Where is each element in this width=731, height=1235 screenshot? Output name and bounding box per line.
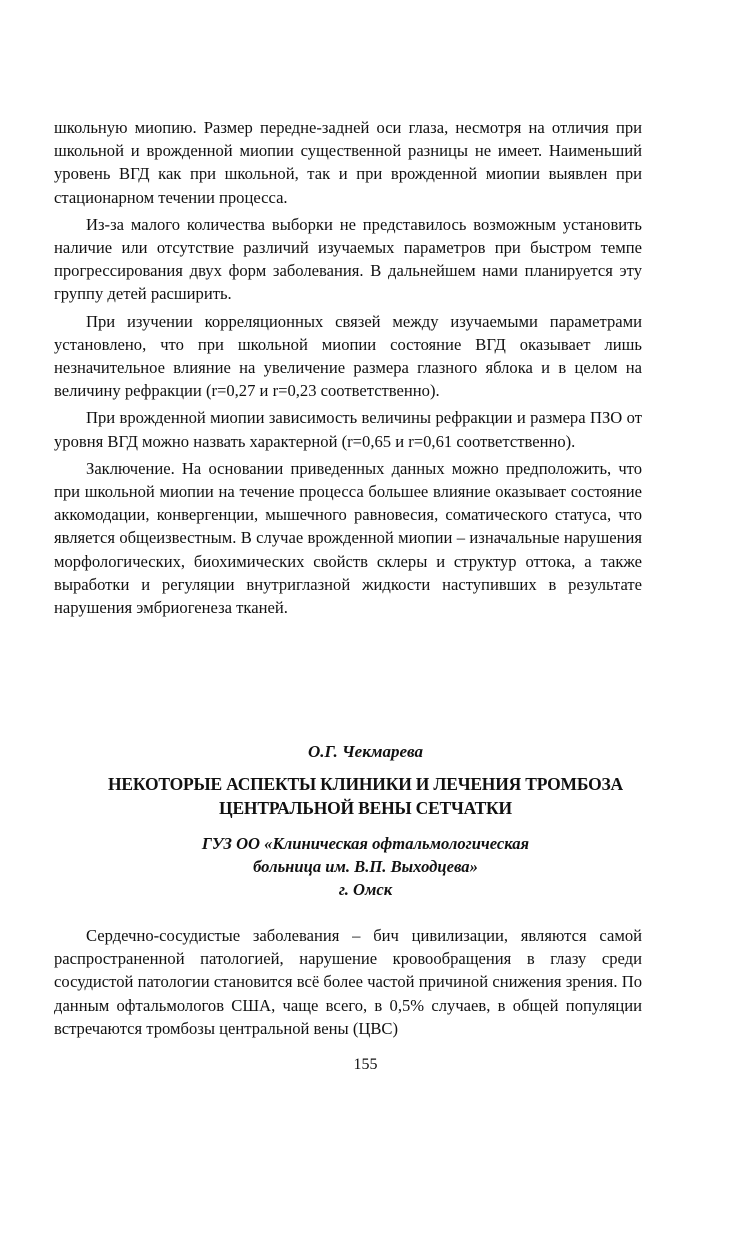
article-title: [40, 772, 691, 820]
article-title-line: НЕКОТОРЫЕ АСПЕКТЫ КЛИНИКИ И ЛЕЧЕНИЯ ТРОМБОЗА: [108, 774, 623, 794]
article-affiliation: [40, 832, 691, 901]
page-number: 155: [353, 1056, 378, 1073]
paragraph: Из-за малого количества выборки не представилось возможным установить наличие или отсутствие различий изучаемых параметров при быстром темпе прогрессирования двух форм заболевания. В дальнейшем нами планируется эту группу детей расширить.: [54, 214, 642, 304]
paragraph: При изучении корреляционных связей между изучаемыми параметрами установлено, что при школьной миопии состояние ВГД оказывает лишь незначительное влияние на увеличение размера глазного яблока и в целом на величину рефракции (r=0,27 и r=0,23 соответственно).: [54, 311, 642, 401]
affiliation-line: больница им. В.П. Выходцева»: [253, 857, 478, 876]
affiliation-line: ГУЗ ОО «Клиническая офтальмологическая: [201, 834, 530, 853]
body-text-top: [54, 116, 642, 619]
paragraph-conclusion: Заключение. На основании приведенных данных можно предположить, что при школьной миопии на течение процесса большее влияние оказывает состояние аккомодации, конвергенции, мышечного равновесия, соматического статуса, что является общеизвестным. В случае врожденной миопии – изначальные нарушения морфологических, биохимических свойств склеры и структур оттока, а также выработки и регуляции внутриглазной жидкости наступивших в результате нарушения эмбриогенеза тканей.: [54, 458, 642, 618]
article-title-line: ЦЕНТРАЛЬНОЙ ВЕНЫ СЕТЧАТКИ: [219, 798, 512, 818]
affiliation-city: г. Омск: [338, 880, 393, 899]
paragraph: Сердечно-сосудистые заболевания – бич цивилизации, являются самой распространенной патологией, нарушение кровообращения в глазу среди сосудистой патологии становится всё более частой причиной снижения зрения. По данным офтальмологов США, чаще всего, в 0,5% случаев, в общей популяции встречаются тромбозы центральной вены (ЦВС): [54, 926, 642, 1038]
article-author: О.Г. Чекмарева: [307, 742, 424, 761]
body-text-bottom: [54, 924, 642, 1040]
paragraph-continuation: школьную миопию. Размер передне-задней оси глаза, несмотря на отличия при школьной и врожденной миопии существенной разницы не имеет. Наименьший уровень ВГД как при школьной, так и при врожденной миопии выявлен при стационарном течении процесса.: [54, 118, 642, 207]
paragraph: При врожденной миопии зависимость величины рефракции и размера ПЗО от уровня ВГД можно назвать характерной (r=0,65 и r=0,61 соответственно).: [54, 408, 642, 451]
